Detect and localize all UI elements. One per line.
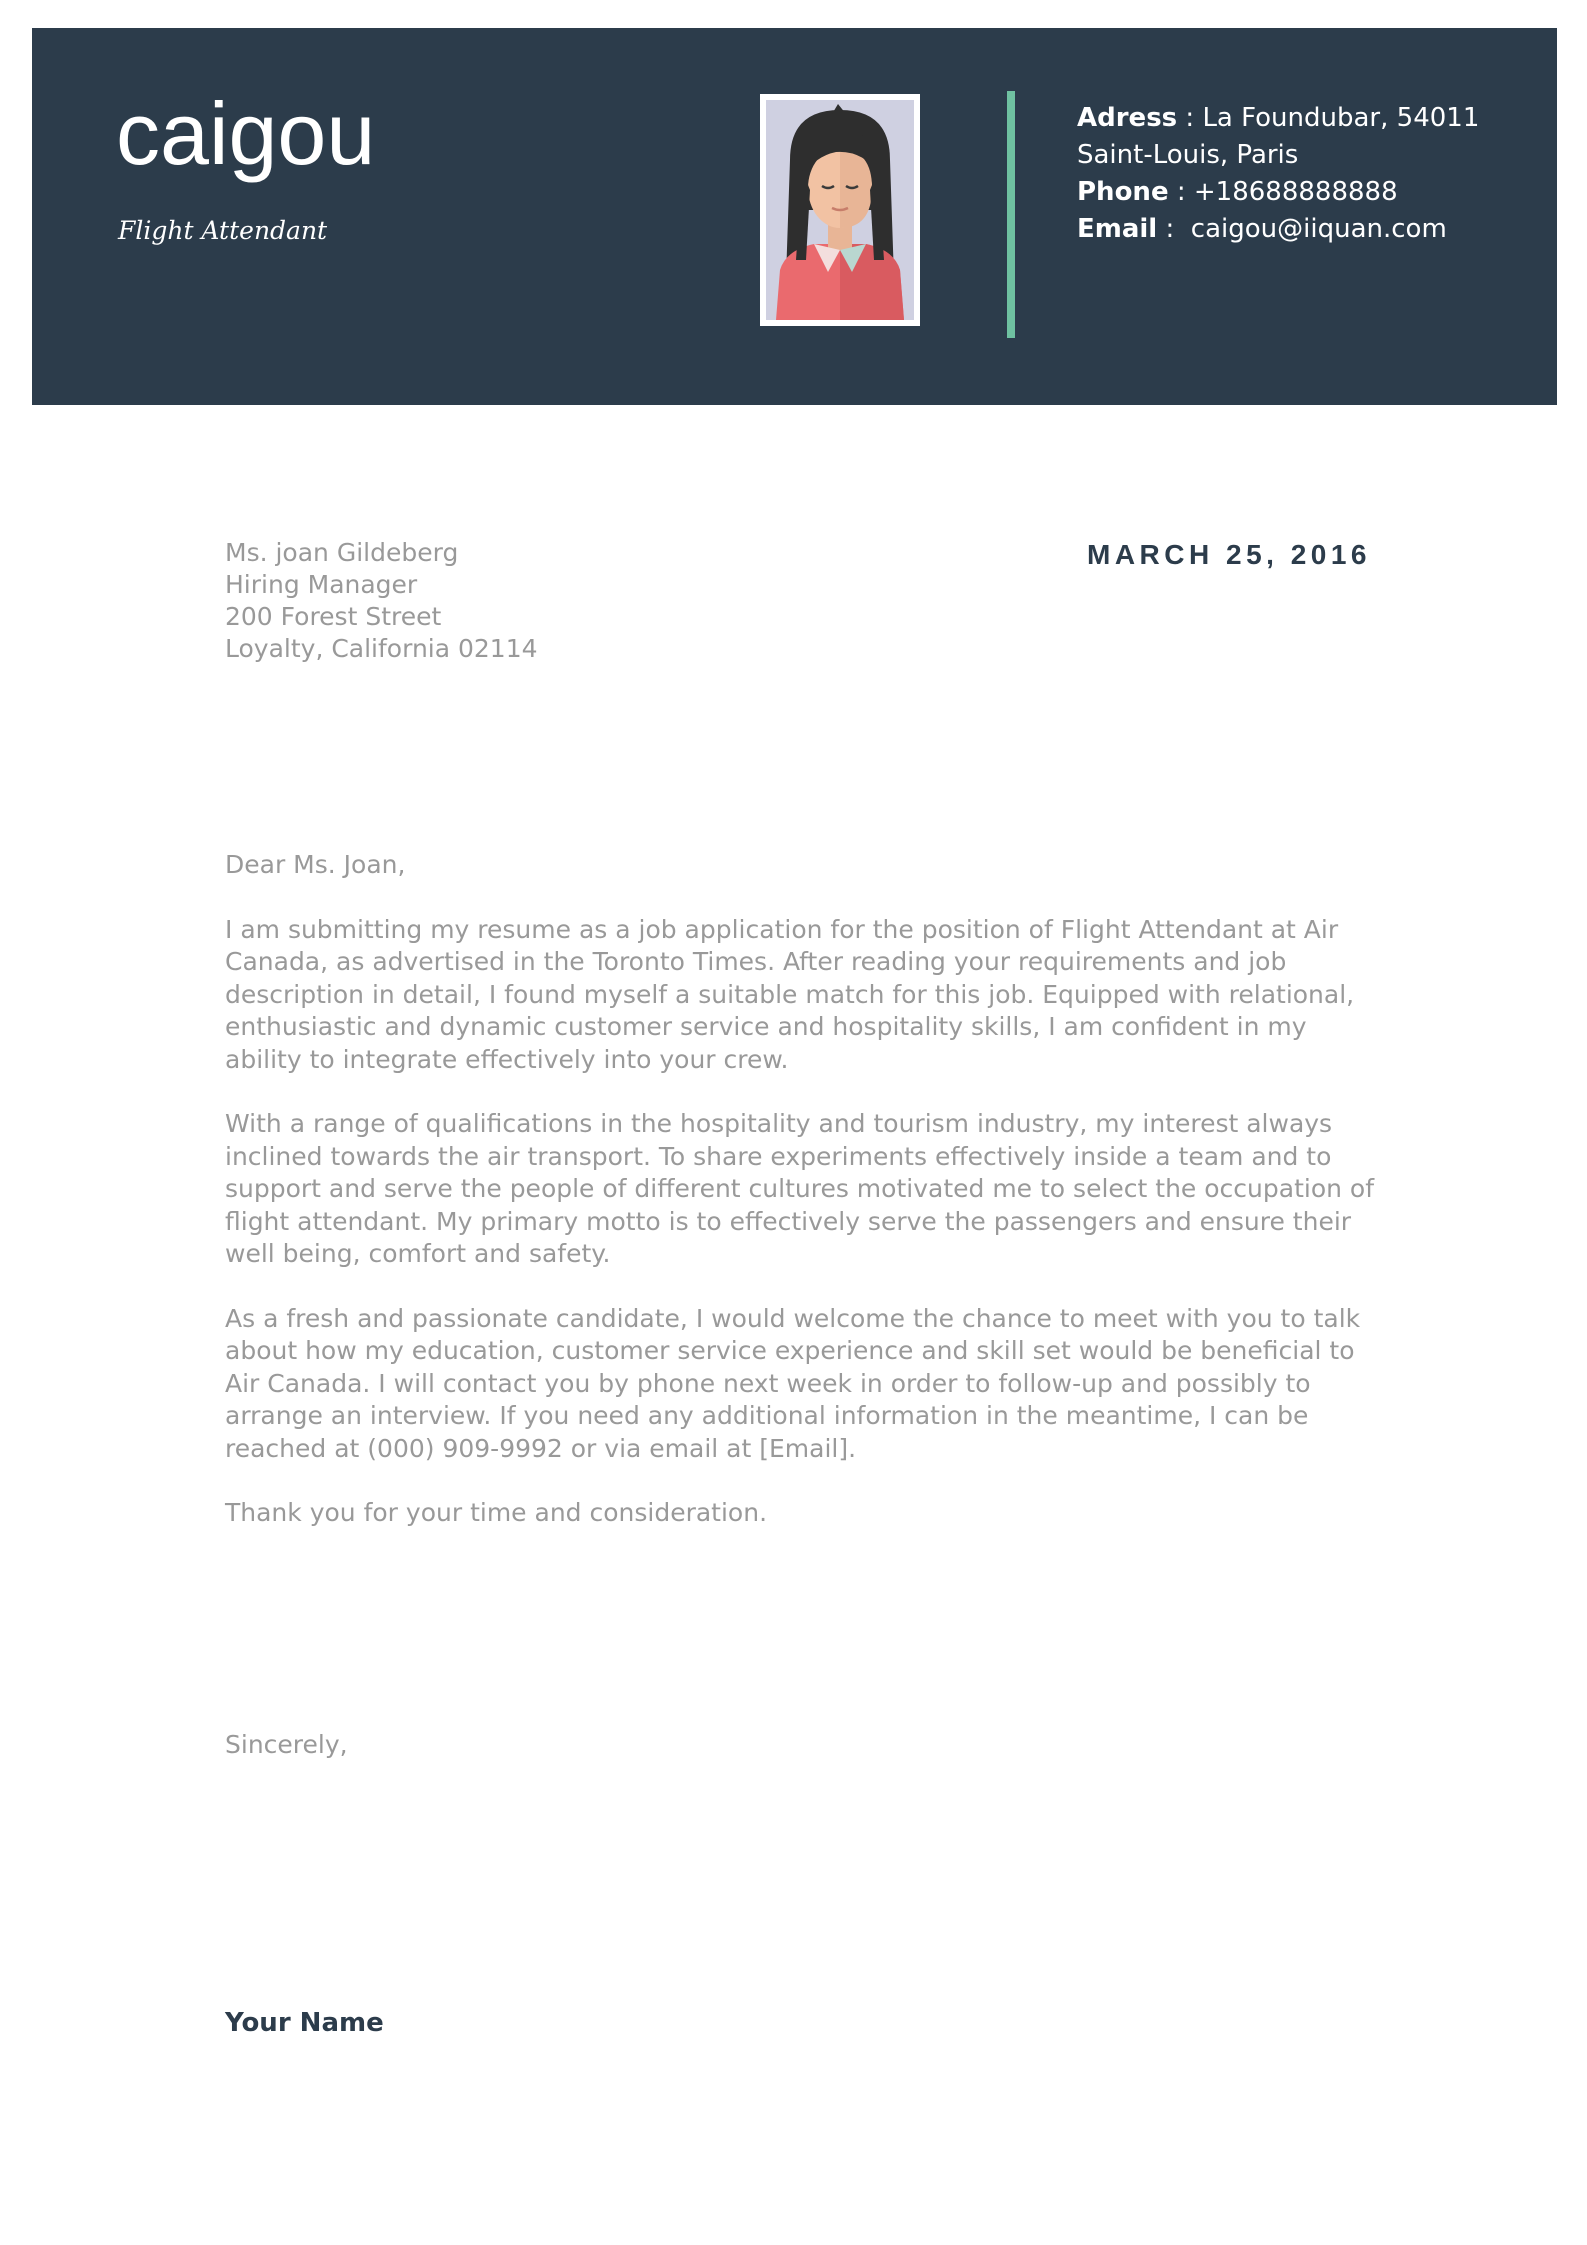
signature-name: Your Name	[225, 2008, 384, 2038]
female-avatar-icon	[766, 100, 914, 320]
email-value: caigou@iiquan.com	[1190, 214, 1447, 244]
recipient-city: Loyalty, California 02114	[225, 634, 538, 663]
recipient-street: 200 Forest Street	[225, 602, 442, 631]
address-line-2: Saint-Louis, Paris	[1077, 140, 1299, 170]
salutation: Dear Ms. Joan,	[225, 850, 406, 879]
contact-info	[1077, 100, 1479, 248]
email-label: Email	[1077, 214, 1158, 244]
recipient-block	[225, 537, 538, 665]
recipient-name: Ms. joan Gildeberg	[225, 538, 459, 567]
accent-divider	[1007, 91, 1015, 338]
closing: Sincerely,	[225, 1730, 348, 1759]
phone-value: +18688888888	[1193, 177, 1398, 207]
profile-photo	[760, 94, 920, 326]
address-line-1: Adress : La Foundubar, 54011	[1077, 103, 1480, 133]
body-paragraph-2: With a range of qualifications in the hospitality and tourism industry, my interest always inclined towards the air transport. To share experiments effectively inside a team and to support and serve the people of different cultures motivated me to select the occupation of flight attendant. My primary motto is to effectively serve the passengers and ensure their well being, comfort and safety.	[225, 1109, 1374, 1268]
job-title: Flight Attendant	[118, 216, 328, 245]
address-value: La Foundubar, 54011	[1202, 103, 1480, 133]
header-banner	[32, 28, 1557, 405]
phone-line: Phone : +18688888888	[1077, 177, 1398, 207]
body-paragraph-1: I am submitting my resume as a job application for the position of Flight Attendant at Air Canada, as advertised in the Toronto Times. After reading your requirements and job description in detail, I found myself a suitable match for this job. Equipped with relational, enthusiastic and dynamic customer service and hospitality skills, I am confident in my ability to integrate effectively into your crew.	[225, 914, 1355, 1074]
thanks-line: Thank you for your time and consideration.	[225, 1498, 768, 1527]
letter-body	[225, 849, 1390, 1562]
letter-date: MARCH 25, 2016	[1087, 539, 1371, 570]
address-label: Adress	[1077, 103, 1178, 133]
recipient-title: Hiring Manager	[225, 570, 418, 599]
email-line: Email : caigou@iiquan.com	[1077, 214, 1447, 244]
applicant-name: caigou	[116, 84, 376, 183]
phone-label: Phone	[1077, 177, 1169, 207]
body-paragraph-3: As a fresh and passionate candidate, I would welcome the chance to meet with you to talk about how my education, customer service experience and skill set would be beneficial to Air Canada. I will contact you by phone next week in order to follow-up and possibly to arrange an interview. If you need any additional information in the meantime, I can be reached at (000) 909-9992 or via email at [Email].	[225, 1303, 1361, 1463]
